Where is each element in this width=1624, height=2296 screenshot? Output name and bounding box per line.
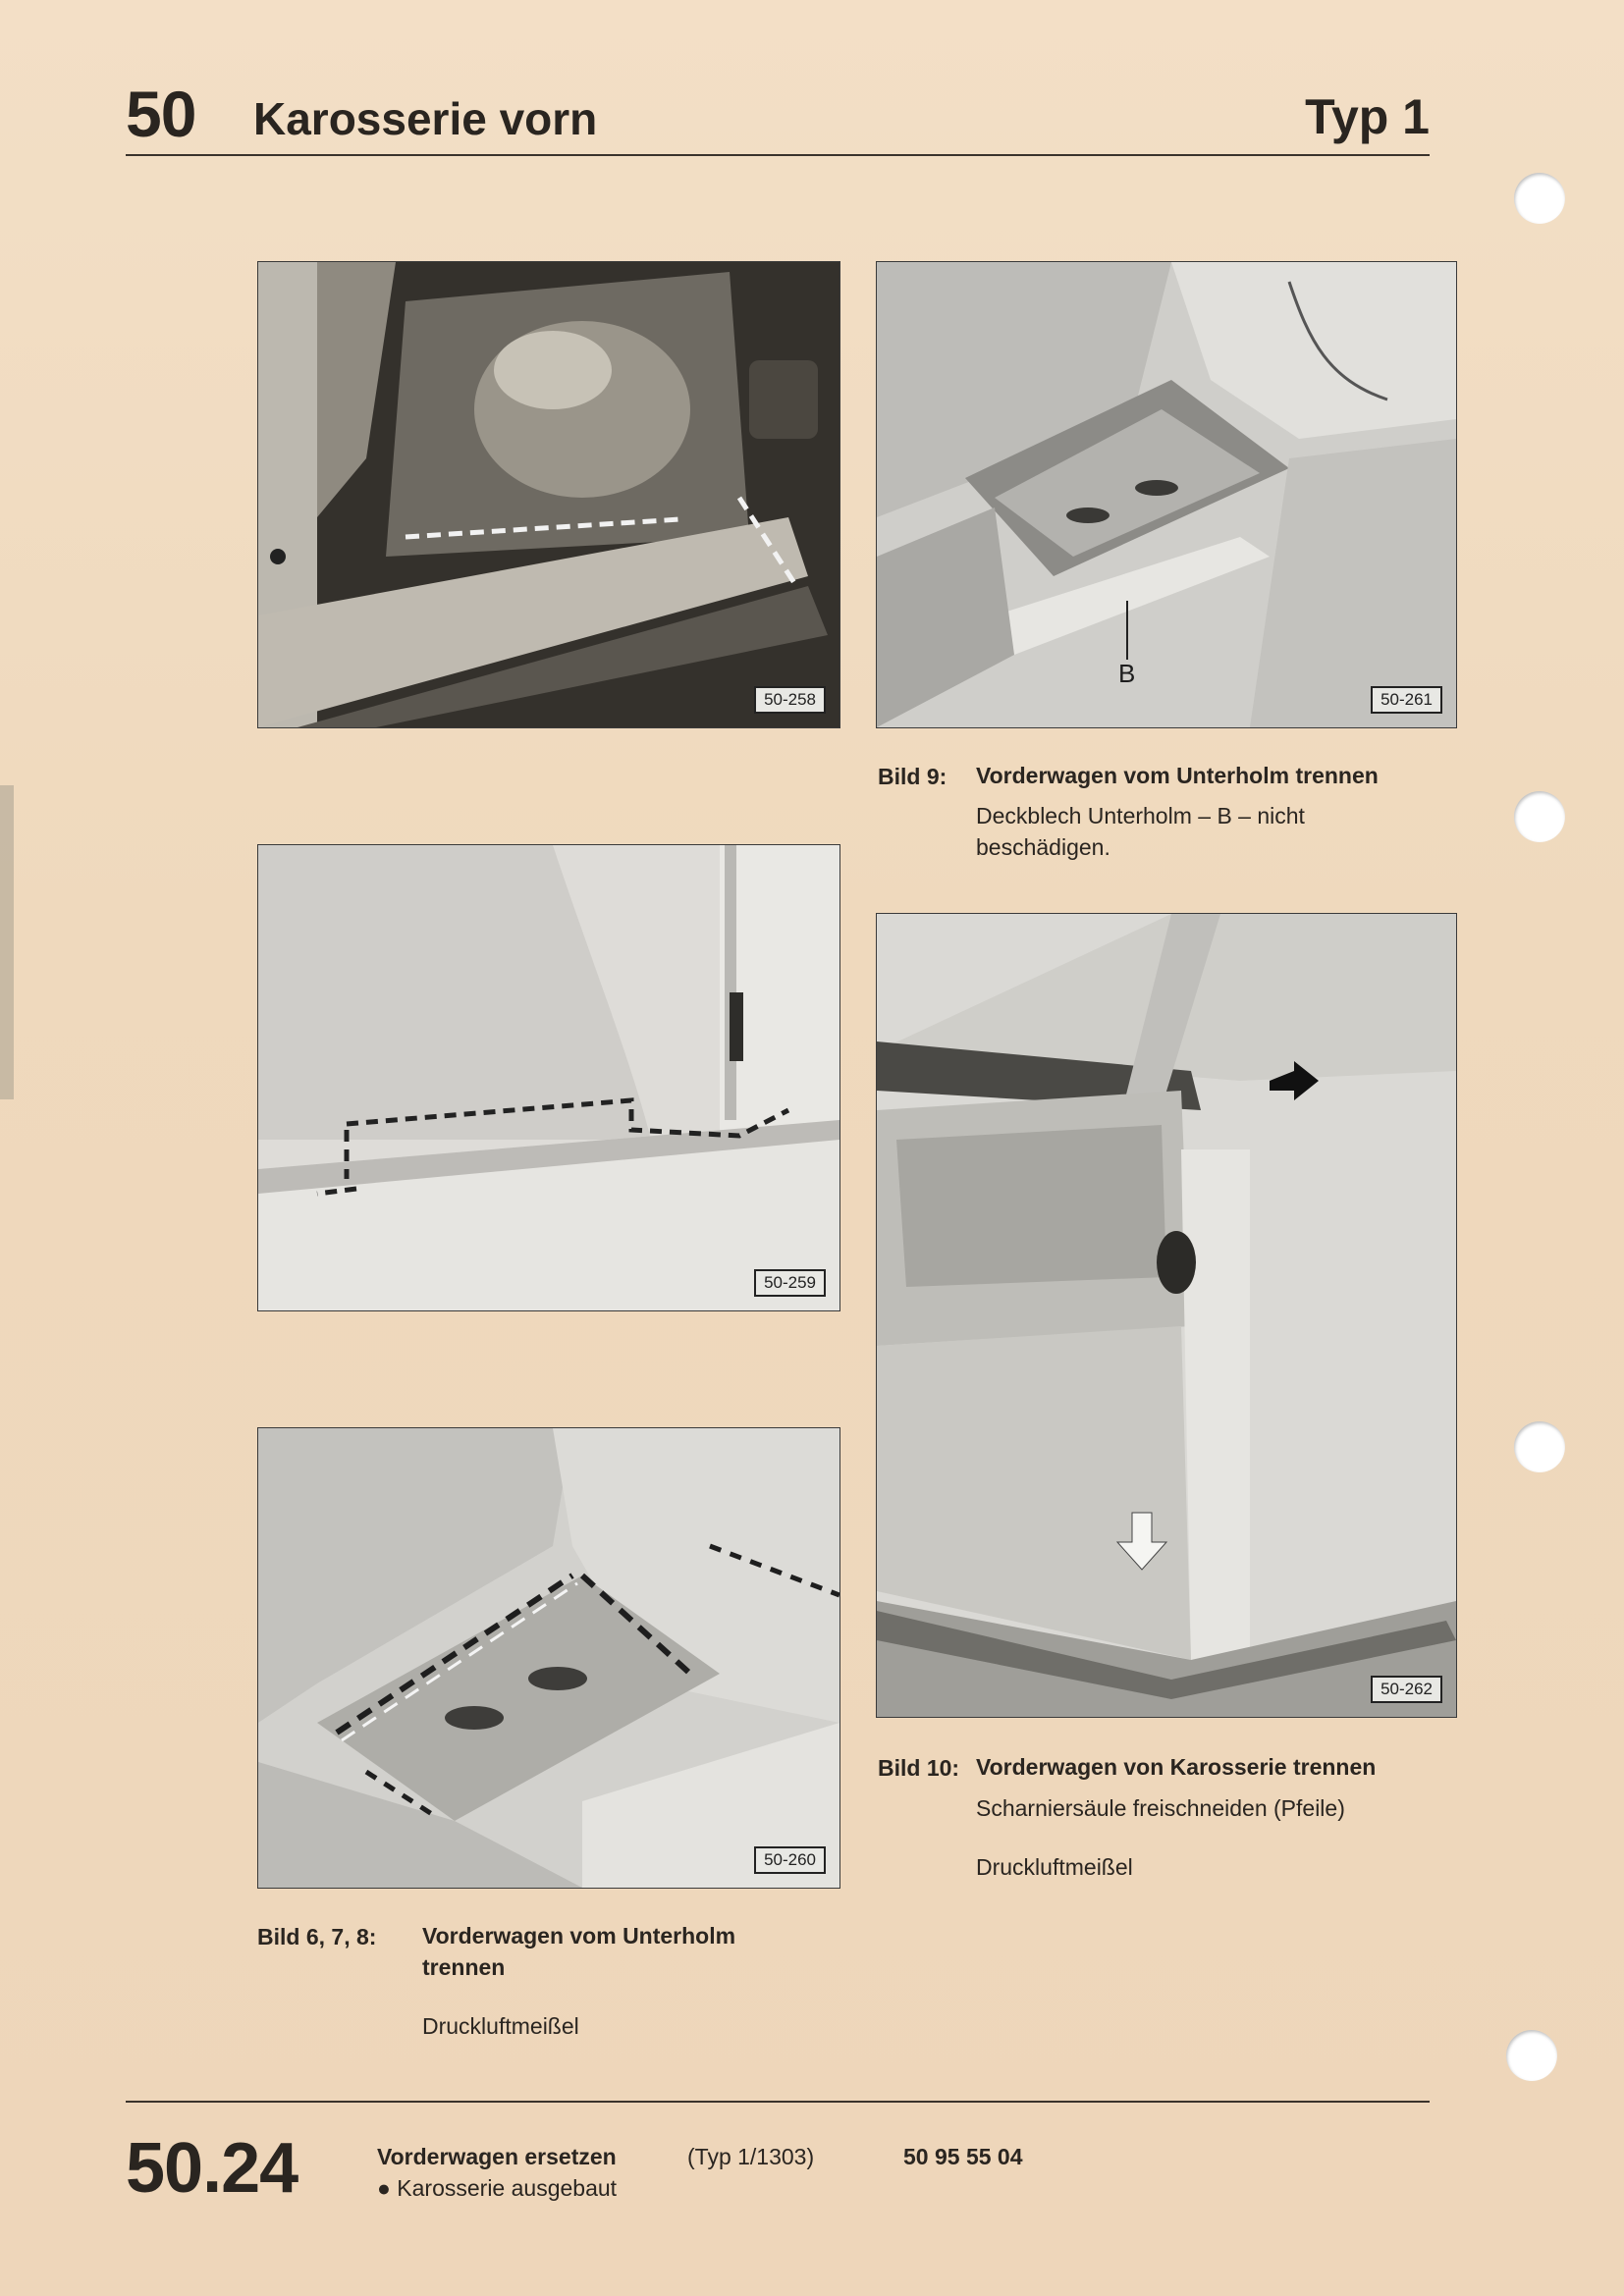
page-number: 50.24 [126, 2129, 298, 2208]
photo-50-261 [876, 261, 1457, 728]
label-b: B [1118, 659, 1136, 688]
punch-hole [1514, 791, 1565, 842]
photo-code: 50-259 [754, 1269, 826, 1297]
footer-subtitle: ● Karosserie ausgebaut [377, 2175, 618, 2201]
photo-code: 50-261 [1371, 686, 1442, 714]
photo-code: 50-262 [1371, 1676, 1442, 1703]
section-number: 50 [126, 78, 196, 150]
photo-50-262 [876, 913, 1457, 1718]
punch-hole [1514, 173, 1565, 224]
header-rule [126, 154, 1430, 156]
caption-text: Druckluftmeißel [976, 1854, 1133, 1880]
page-edge-shadow [0, 785, 14, 1099]
footer-rule [126, 2101, 1430, 2103]
photo-50-258 [257, 261, 840, 728]
caption-label: Bild 6, 7, 8: [257, 1924, 377, 1949]
caption-title: Vorderwagen vom Unterholm trennen [422, 1923, 736, 1980]
photo-50-259 [257, 844, 840, 1311]
photo-50-260 [257, 1427, 840, 1889]
caption-title: Vorderwagen vom Unterholm trennen [976, 763, 1379, 788]
footer-type: (Typ 1/1303) [687, 2144, 815, 2169]
caption-text: Scharniersäule freischneiden (Pfeile) [976, 1795, 1345, 1821]
photo-50-260-image [258, 1428, 839, 1888]
section-title: Karosserie vorn [253, 93, 598, 144]
photo-50-259-image [258, 845, 839, 1310]
photo-code: 50-260 [754, 1846, 826, 1874]
footer-title: Vorderwagen ersetzen [377, 2144, 617, 2169]
caption-label: Bild 10: [878, 1755, 960, 1781]
photo-50-258-image [258, 262, 839, 727]
caption-text: Druckluftmeißel [422, 2013, 579, 2039]
caption-label: Bild 9: [878, 764, 947, 789]
footer-code: 50 95 55 04 [903, 2144, 1023, 2169]
punch-hole [1506, 2030, 1557, 2081]
photo-code: 50-258 [754, 686, 826, 714]
caption-title: Vorderwagen von Karosserie trennen [976, 1754, 1377, 1780]
photo-50-262-image [877, 914, 1456, 1717]
photo-50-261-image [877, 262, 1456, 727]
type-label: Typ 1 [1305, 89, 1430, 144]
caption-text: Deckblech Unterholm – B – nicht beschädigen. [976, 803, 1305, 860]
punch-hole [1514, 1421, 1565, 1472]
